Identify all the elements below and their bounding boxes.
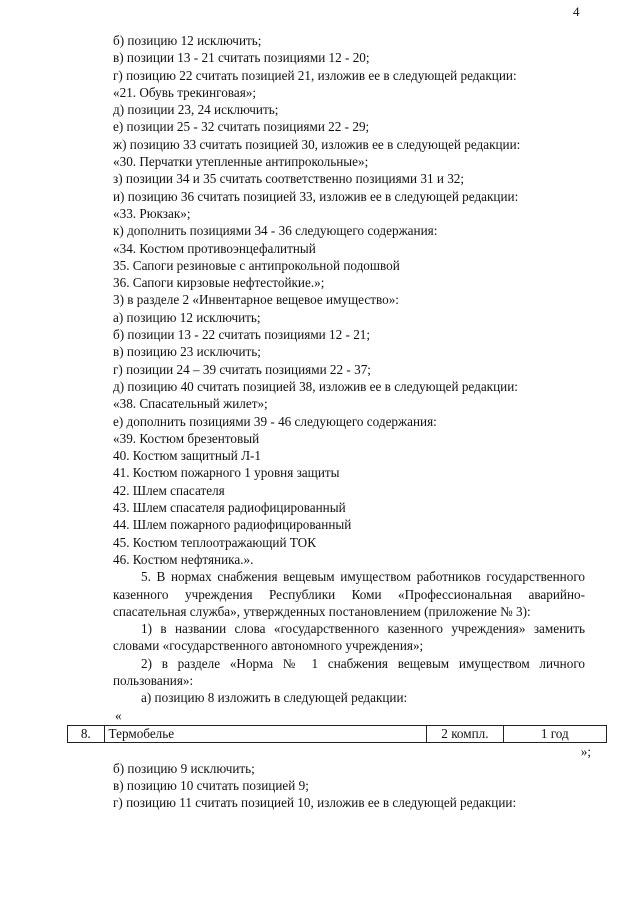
document-line: 36. Сапоги кирзовые нефтестойкие.»; xyxy=(113,275,325,291)
closing-quote: »; xyxy=(580,743,591,759)
document-line: д) позицию 40 считать позицией 38, изложив ее в следующей редакции: xyxy=(113,378,518,394)
document-line: «33. Рюкзак»; xyxy=(113,205,191,221)
document-line: «38. Спасательный жилет»; xyxy=(113,396,268,412)
document-line: «30. Перчатки утепленные антипрокольные»; xyxy=(113,154,369,170)
document-line: 44. Шлем пожарного радиофицированный xyxy=(113,517,352,533)
norm-table xyxy=(67,725,607,743)
document-line: 46. Костюм нефтяника.». xyxy=(113,551,254,567)
document-line: и) позицию 36 считать позицией 33, изложив ее в следующей редакции: xyxy=(113,188,519,204)
cell-period: 1 год xyxy=(503,725,606,742)
document-line: г) позиции 24 – 39 считать позициями 22 - 37; xyxy=(113,361,371,377)
document-line: д) позиции 23, 24 исключить; xyxy=(113,102,279,118)
document-line: в) позиции 13 - 21 считать позициями 12 - 20; xyxy=(113,50,370,66)
document-line: г) позицию 22 считать позицией 21, изложив ее в следующей редакции: xyxy=(113,67,517,83)
document-line: в) позицию 23 исключить; xyxy=(113,344,261,360)
cell-name: Термобелье xyxy=(104,725,427,742)
document-line: к) дополнить позициями 34 - 36 следующего содержания: xyxy=(113,223,438,239)
norm-table-grid xyxy=(67,725,607,743)
amendment-list xyxy=(113,32,585,568)
document-body xyxy=(80,32,591,812)
opening-quote: « xyxy=(115,707,122,723)
document-line: 3) в разделе 2 «Инвентарное вещевое имущество»: xyxy=(113,292,399,308)
table-row xyxy=(68,725,607,742)
cell-quantity: 2 компл. xyxy=(427,725,503,742)
document-line: 43. Шлем спасателя радиофицированный xyxy=(113,500,346,516)
document-line: б) позицию 9 исключить; xyxy=(113,760,255,776)
document-line: з) позиции 34 и 35 считать соответственно позициями 31 и 32; xyxy=(113,171,465,187)
document-line: г) позицию 11 считать позицией 10, изложив ее в следующей редакции: xyxy=(113,795,517,811)
document-line: е) позиции 25 - 32 считать позициями 22 - 29; xyxy=(113,119,370,135)
paragraph-5-1: 1) в названии слова «государственного казенного учреждения» заменить словами «государственного автономного учреждения»; xyxy=(113,621,585,654)
document-line: 40. Костюм защитный Л-1 xyxy=(113,448,262,464)
amendment-list-continued xyxy=(113,760,585,812)
document-line: 45. Костюм теплоотражающий ТОК xyxy=(113,534,317,550)
document-line: ж) позицию 33 считать позицией 30, изложив ее в следующей редакции: xyxy=(113,136,521,152)
document-line: «21. Обувь трекинговая»; xyxy=(113,84,257,100)
paragraph-5-2: 2) в разделе «Норма № 1 снабжения вещевым имуществом личного пользования»: xyxy=(113,655,585,688)
page-number: 4 xyxy=(573,4,580,19)
document-line: в) позицию 10 считать позицией 9; xyxy=(113,778,309,794)
item-a-position-8: а) позицию 8 изложить в следующей редакции: xyxy=(141,690,408,706)
document-line: «39. Костюм брезентовый xyxy=(113,430,260,446)
document-line: б) позицию 12 исключить; xyxy=(113,33,262,48)
cell-number: 8. xyxy=(68,725,105,742)
document-line: а) позицию 12 исключить; xyxy=(113,309,261,325)
document-line: 35. Сапоги резиновые с антипрокольной подошвой xyxy=(113,257,400,273)
document-line: 42. Шлем спасателя xyxy=(113,482,225,498)
paragraph-5: 5. В нормах снабжения вещевым имуществом работников государственного казенного учреждения Республики Коми «Профессиональная аварийно-спасательная служба», утвержденных постановлением (приложение № 3): xyxy=(113,569,585,619)
document-line: «34. Костюм противоэнцефалитный xyxy=(113,240,316,256)
document-line: б) позиции 13 - 22 считать позициями 12 - 21; xyxy=(113,327,371,343)
document-line: е) дополнить позициями 39 - 46 следующего содержания: xyxy=(113,413,437,429)
document-line: 41. Костюм пожарного 1 уровня защиты xyxy=(113,465,340,481)
